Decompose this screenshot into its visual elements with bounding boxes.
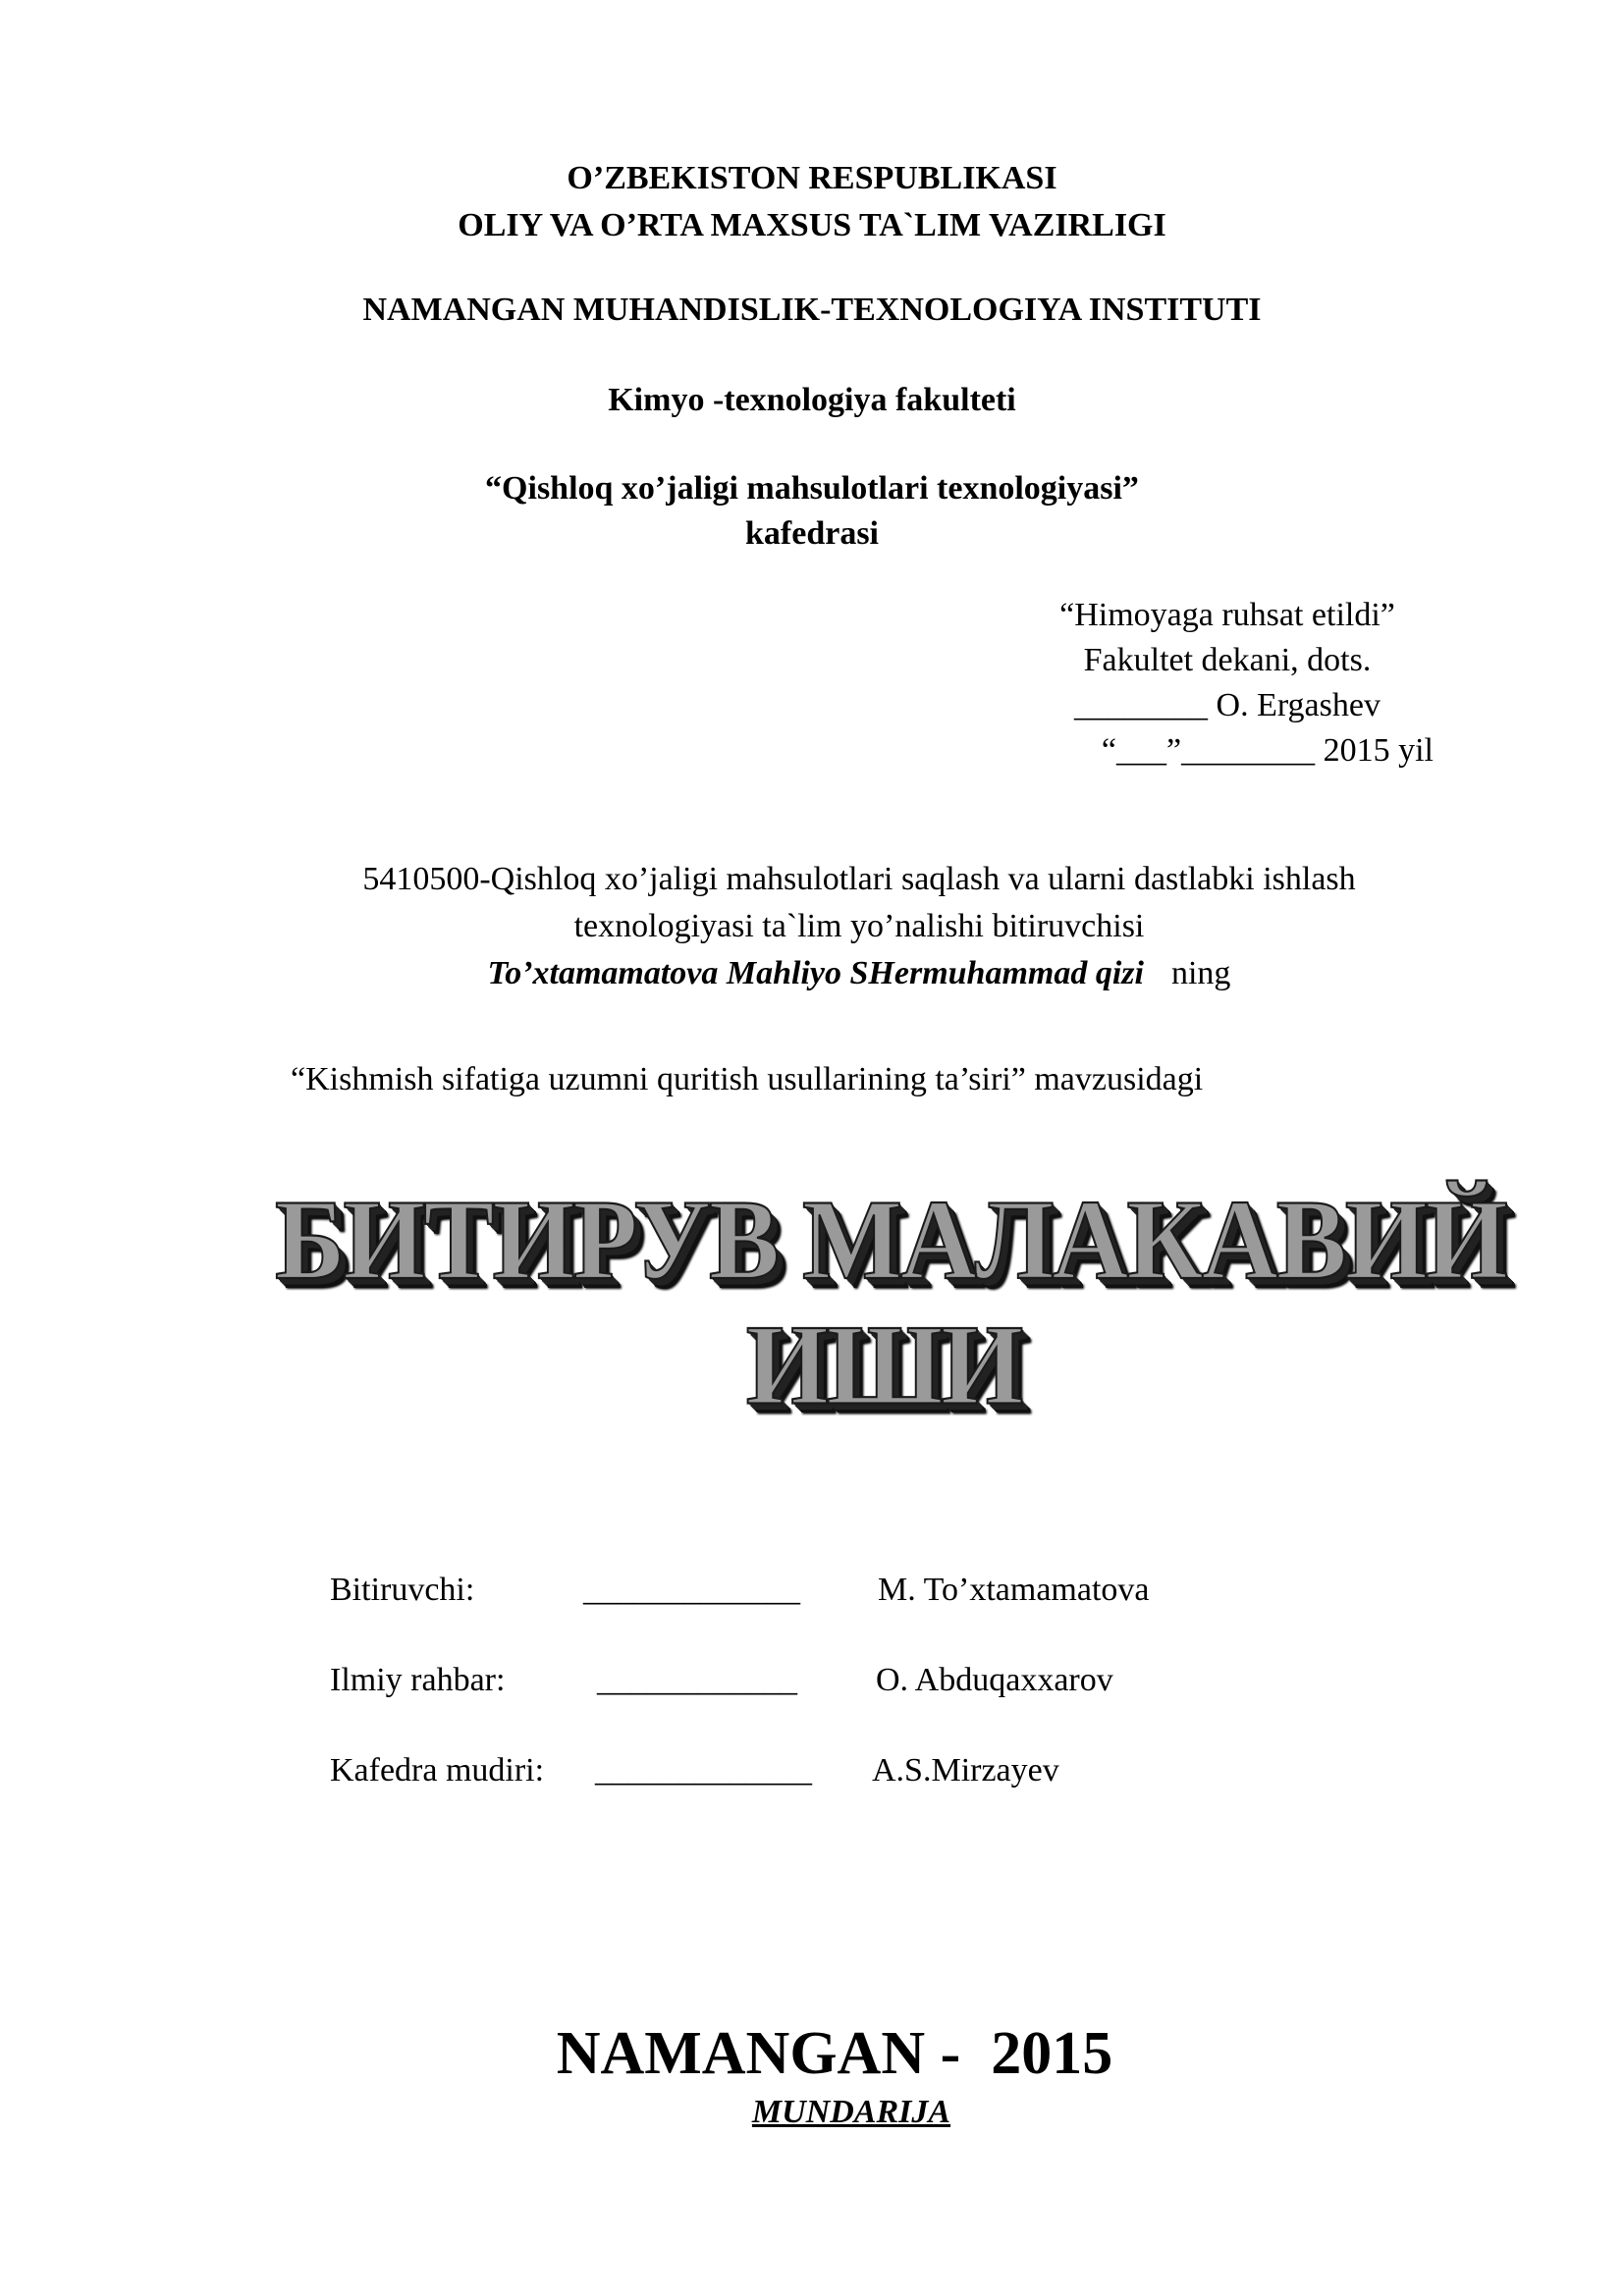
department-word: kafedrasi: [745, 515, 879, 552]
signature-row-graduate: [330, 1567, 1150, 1614]
approval-block: [1021, 593, 1434, 774]
institute-heading: NAMANGAN MUHANDISLIK-TEXNOLOGIYA INSTITUTI: [362, 292, 1262, 328]
thesis-title-row-2: ИШИ: [745, 1302, 1022, 1429]
signature-blank: ____________: [597, 1662, 797, 1698]
faculty-heading: Kimyo -texnologiya fakulteti: [608, 382, 1016, 418]
specialty-line-2: texnologiyasi ta`lim yo’nalishi bitiruvchisi: [573, 908, 1145, 944]
signature-blank: _____________: [595, 1752, 812, 1789]
graduate-name-line: [245, 950, 1473, 997]
signature-row-head-of-department: [330, 1747, 1059, 1794]
approval-permission: “Himoyaga ruhsat etildi”: [1059, 597, 1395, 633]
thesis-topic: “Kishmish sifatiga uzumni quritish usullarining ta’siri” mavzusidagi: [291, 1061, 1204, 1097]
department-name: “Qishloq xo’jaligi mahsulotlari texnologiyasi”: [485, 470, 1139, 507]
signature-person: A.S.Mirzayev: [872, 1752, 1059, 1789]
signature-role: Ilmiy rahbar:: [330, 1662, 506, 1698]
signature-role: Kafedra mudiri:: [330, 1752, 545, 1789]
signature-person: O. Abduqaxxarov: [876, 1662, 1113, 1698]
signature-role: Bitiruvchi:: [330, 1572, 475, 1608]
approval-dean-title: Fakultet dekani, dots.: [1083, 642, 1372, 678]
city-year: NAMANGAN - 2015: [556, 2020, 1113, 2087]
ministry-heading: OLIY VA O’RTA MAXSUS TA`LIM VAZIRLIGI: [458, 207, 1166, 243]
contents-heading-text: MUNDARIJA: [751, 2094, 951, 2130]
thesis-title-row-1: БИТИРУВ МАЛАКАВИЙ: [275, 1177, 1506, 1304]
signature-row-supervisor: [330, 1657, 1113, 1704]
specialty-line: 5410500-Qishloq xo’jaligi mahsulotlari saqlash va ularni dastlabki ishlash: [362, 861, 1356, 897]
thesis-title-wordart: [275, 1177, 1506, 1429]
signature-person: M. To’xtamamatova: [878, 1572, 1150, 1608]
graduate-name: To’xtamamatova Mahliyo SHermuhammad qizi: [487, 955, 1144, 991]
contents-heading: [0, 2089, 1624, 2136]
graduate-block: [245, 856, 1473, 997]
approval-date: “___”________ 2015 yil: [1101, 732, 1434, 769]
republic-heading: O’ZBEKISTON RESPUBLIKASI: [567, 160, 1057, 196]
signature-blank: _____________: [583, 1572, 800, 1608]
approval-dean-signature: ________ O. Ergashev: [1074, 687, 1380, 723]
graduate-name-suffix: ning: [1170, 955, 1231, 991]
